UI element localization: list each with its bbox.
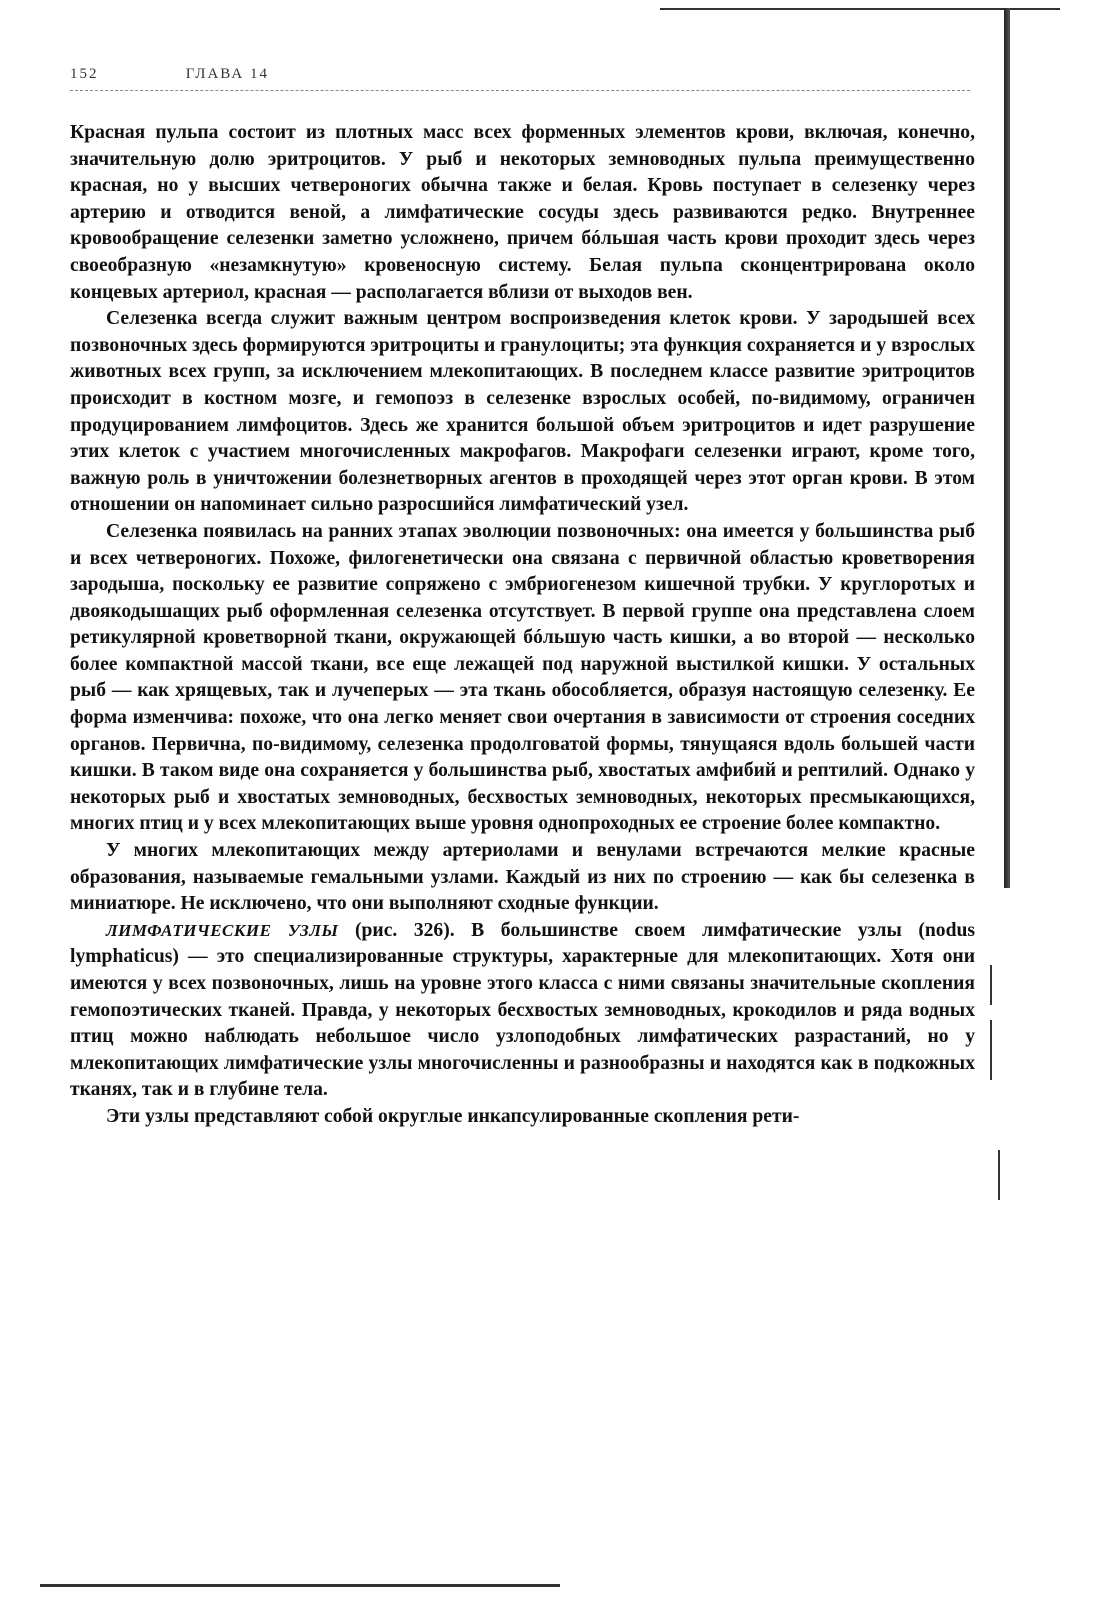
- scan-mark: [990, 965, 992, 1005]
- section-title: ЛИМФАТИЧЕСКИЕ УЗЛЫ: [106, 920, 339, 940]
- page-number: 152: [70, 66, 99, 82]
- header-rule: [70, 90, 970, 91]
- paragraph: [70, 918, 975, 1104]
- scan-edge-bottom: [40, 1584, 560, 1587]
- scan-edge-right: [1004, 8, 1010, 888]
- paragraph: [70, 838, 975, 918]
- running-head: [70, 66, 970, 83]
- scan-mark: [998, 1150, 1000, 1200]
- paragraph-text: У многих млекопитающих между артериолами и венулами встречаются мелкие красные образования, называемые: [70, 840, 975, 888]
- paragraph-text: (рис. 326). В большинстве своем лимфатические узлы (nodus lymphaticus) — это специализированные структуры, характерные для млекопитающих. Хотя они имеются у всех позвоночных, лишь на уровне этого класса с ними связаны значительные скопления гемопоэтических тканей. Правда, у некоторых бесхвостых земноводных, крокодилов и ряда водных птиц можно наблюдать небольшое число узлоподобных лимфатических разрастаний, но у млекопитающих лимфатические узлы многочисленны и разнообразны и находятся как в подкожных тканях, так и в глубине тела.: [70, 919, 975, 1101]
- paragraph: Селезенка всегда служит важным центром воспроизведения клеток крови. У зародышей всех позвоночных здесь формируются эритроциты и гранулоциты; эта функция сохраняется и у взрослых животных всех групп, за исключением млекопитающих. В последнем классе развитие эритроцитов происходит в костном мозге, и гемопоэз в селезенке взрослых особей, по-видимому, ограничен продуцированием лимфоцитов. Здесь же хранится большой объем эритроцитов и идет разрушение этих клеток с участием многочисленных макрофагов. Макрофаги селезенки играют, кроме того, важную роль в уничтожении болезнетворных агентов в проходящей через этот орган крови. В этом отношении он напоминает сильно разросшийся лимфатический узел.: [70, 308, 975, 516]
- chapter-title: ГЛАВА 14: [185, 66, 269, 82]
- paragraph-text: . Каждый из них по строению — как бы селезенка в миниатюре. Не исключено, что они выполняют сходные функции.: [70, 866, 975, 915]
- body-text: [70, 120, 975, 1131]
- paragraph: Красная пульпа состоит из плотных масс всех форменных элементов крови, включая, конечно, значительную долю эритроцитов. У рыб и некоторых земноводных пульпа преимущественно красная, но у высших четвероногих обычна также и белая. Кровь поступает в селезенку через артерию и отводится веной, а лимфатические сосуды здесь развиваются редко. Внутреннее кровообращение селезенки заметно усложнено, причем бóльшая часть крови проходит здесь через своеобразную «незамкнутую» кровеносную систему. Белая пульпа сконцентрирована около концевых артериол, красная — располагается вблизи от выходов вен.: [70, 122, 975, 303]
- scan-edge-top: [660, 8, 1060, 10]
- scan-mark: [990, 1020, 992, 1080]
- paragraph: Эти узлы представляют собой округлые инкапсулированные скопления рети-: [106, 1105, 800, 1127]
- term-hemal-nodes: гемальными узлами: [310, 866, 494, 888]
- paragraph: Селезенка появилась на ранних этапах эволюции позвоночных: она имеется у большинства рыб и всех четвероногих. Похоже, филогенетически она связана с первичной областью кроветворения зародыша, поскольку ее развитие сопряжено с эмбриогенезом кишечной трубки. У круглоротых и двоякодышащих рыб оформленная селезенка отсутствует. В первой группе она представлена слоем ретикулярной кроветворной ткани, окружающей бóльшую часть кишки, а во второй — несколько более компактной массой ткани, все еще лежащей под наружной выстилкой кишки. У остальных рыб — как хрящевых, так и лучеперых — эта ткань обособляется, образуя настоящую селезенку. Ее форма изменчива: похоже, что она легко меняет свои очертания в зависимости от строения соседних органов. Первична, по-видимому, селезенка продолговатой формы, тянущаяся вдоль большей части кишки. В таком виде она сохраняется у большинства рыб, хвостатых амфибий и рептилий. Однако у некоторых рыб и хвостатых земноводных, бесхвостых земноводных, некоторых пресмыкающихся, многих птиц и у всех млекопитающих выше уровня однопроходных ее строение более компактно.: [70, 520, 975, 835]
